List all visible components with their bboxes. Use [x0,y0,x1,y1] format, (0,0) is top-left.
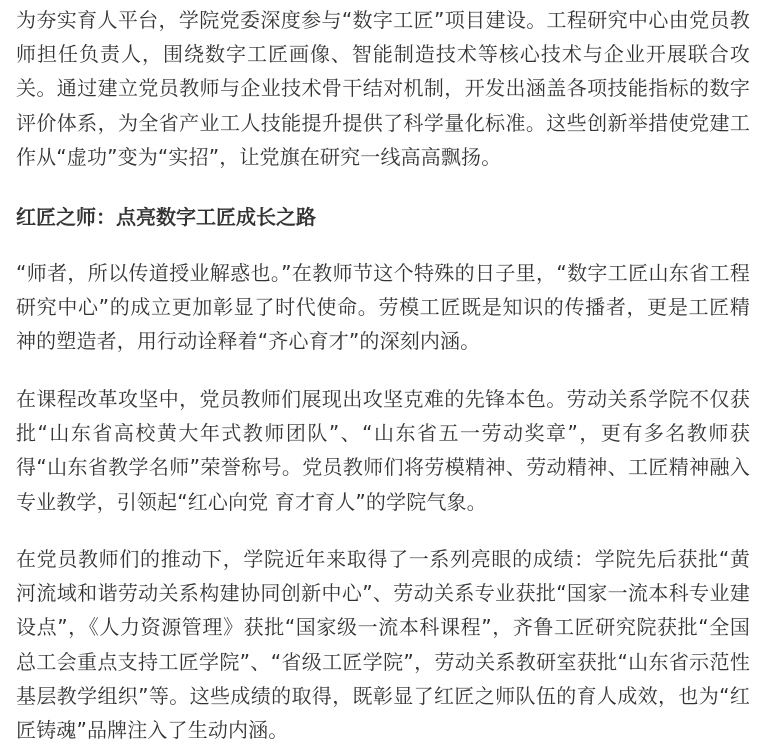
paragraph-curriculum-reform: 在课程改革攻坚中，党员教师们展现出攻坚克难的先锋本色。劳动关系学院不仅获批“山东省高校黄大年式教师团队”、“山东省五一劳动奖章”，更有多名教师获得“山东省教学名师”荣誉称号。党员教师们将劳模精神、劳动精神、工匠精神融入专业教学，引领起“红心向党 育才育人”的学院气象。 [16,387,750,514]
paragraph-achievements: 在党员教师们的推动下，学院近年来取得了一系列亮眼的成绩：学院先后获批“黄河流域和谐劳动关系构建协同创新中心”、劳动关系专业获批“国家一流本科专业建设点”，《人力资源管理》获批“国家级一流本科课程”，齐鲁工匠研究院获批“全国总工会重点支持工匠学院”、“省级工匠学院”，劳动关系教研室获批“山东省示范性基层教学组织”等。这些成绩的取得，既彰显了红匠之师队伍的育人成效，也为“红匠铸魂”品牌注入了生动内涵。 [16,547,750,743]
paragraph-teachers-day: “师者，所以传道授业解惑也。”在教师节这个特殊的日子里，“数字工匠山东省工程研究中心”的成立更加彰显了时代使命。劳模工匠既是知识的传播者，更是工匠精神的塑造者，用行动诠释着“齐心育才”的深刻内涵。 [16,261,750,354]
paragraph-digital-craftsman-platform: 为夯实育人平台，学院党委深度参与“数字工匠”项目建设。工程研究中心由党员教师担任负责人，围绕数字工匠画像、智能制造技术等核心技术与企业开展联合攻关。通过建立党员教师与企业技术骨干结对机制，开发出涵盖各项技能指标的数字评价体系，为全省产业工人技能提升提供了科学量化标准。这些创新举措使党建工作从“虚功”变为“实招”，让党旗在研究一线高高飘扬。 [16,8,750,169]
section-heading: 红匠之师：点亮数字工匠成长之路 [16,205,316,229]
